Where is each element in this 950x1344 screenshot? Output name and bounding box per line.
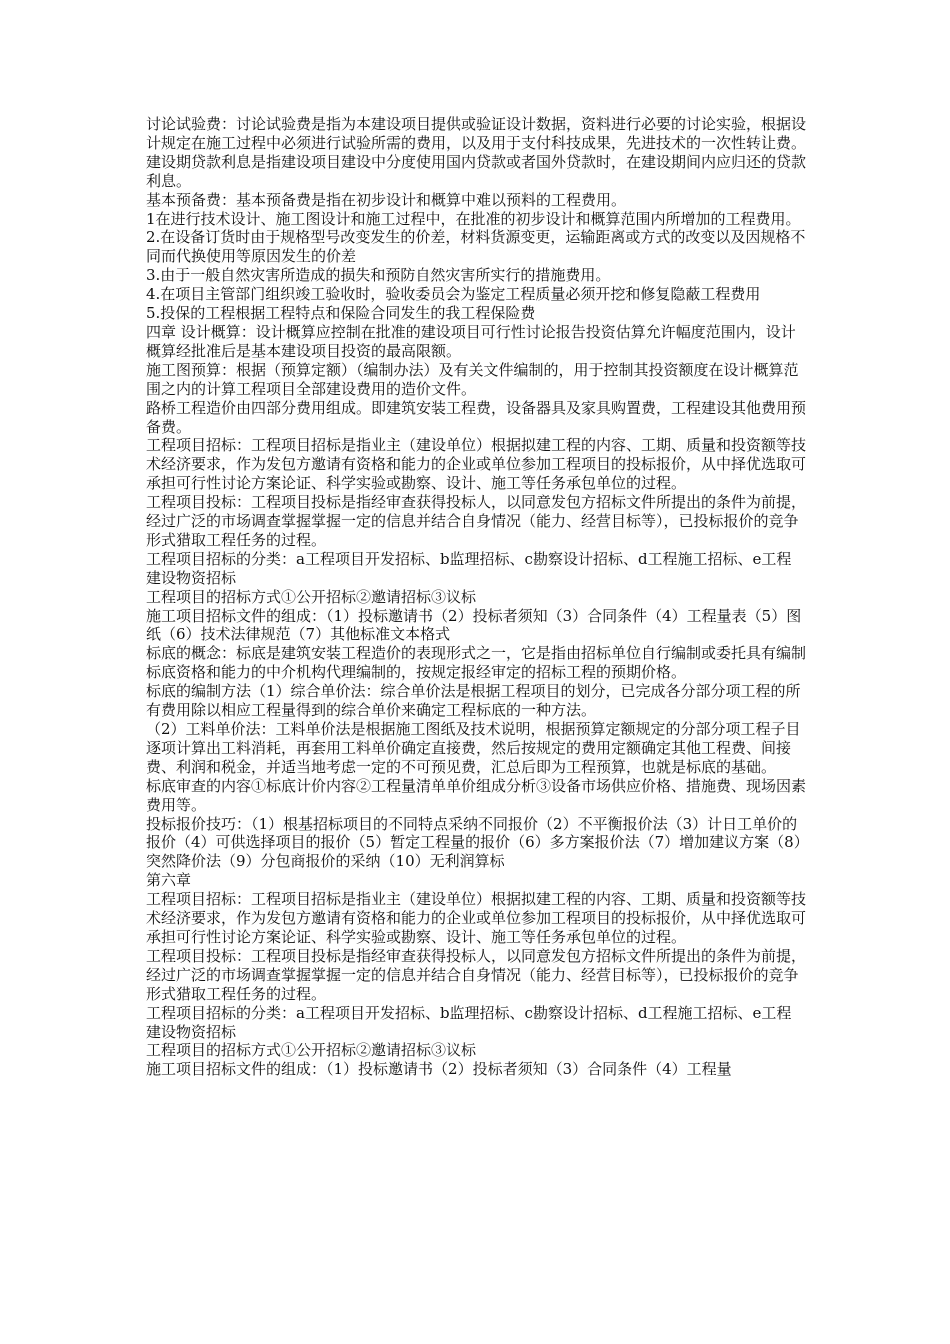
paragraph-bidding-categories-repeat: 工程项目招标的分类：a工程项目开发招标、b监理招标、c勘察设计招标、d工程施工招标、e工程建设物资招标	[146, 1003, 792, 1041]
paragraph-bidding-methods: 工程项目的招标方式①公开招标②邀请招标③议标	[146, 587, 477, 606]
paragraph-design-estimate: 四章 设计概算：设计概算应控制在批准的建设项目可行性讨论报告投资估算允许幅度范围内，设计概算经批准后是基本建设项目投资的最高限额。	[146, 322, 796, 360]
paragraph-project-tender-repeat: 工程项目投标：工程项目投标是指经审查获得投标人，以同意发包方招标文件所提出的条件为前提，经过广泛的市场调查掌握掌握一定的信息并结合自身情况（能力、经营目标等），已投标报价的竞争形式猎取工程任务的过程。	[146, 946, 807, 1003]
paragraph-project-bidding: 工程项目招标：工程项目招标是指业主（建设单位）根据拟建工程的内容、工期、质量和投资额等技术经济要求，作为发包方邀请有资格和能力的企业或单位参加工程项目的投标报价，从中择优选取可承担可行性讨论方案论证、科学实验或勘察、设计、施工等任务承包单位的过程。	[146, 436, 807, 493]
paragraph-base-price-concept: 标底的概念：标底是建筑安装工程造价的表现形式之一，它是指由招标单位自行编制或委托具有编制标底资格和能力的中介机构代理编制的，按规定报经审定的招标工程的预期价格。	[146, 644, 807, 682]
document-page	[146, 115, 806, 1079]
paragraph-bidding-categories: 工程项目招标的分类：a工程项目开发招标、b监理招标、c勘察设计招标、d工程施工招标、e工程建设物资招标	[146, 549, 792, 587]
paragraph-cost-composition: 路桥工程造价由四部分费用组成。即建筑安装工程费，设备器具及家具购置费，工程建设其他费用预备费。	[146, 398, 807, 436]
paragraph-quotation-techniques: 投标报价技巧：（1）根基招标项目的不同特点采纳不同报价（2）不平衡报价法（3）计日工单价的报价（4）可供选择项目的报价（5）暂定工程量的报价（6）多方案报价法（7）增加建议方案（8）突然降价法（9）分包商报价的采纳（10）无利润算标	[146, 814, 802, 871]
chapter-heading-six: 第六章	[146, 871, 192, 890]
paragraph-basic-reserve: 基本预备费：基本预备费是指在初步设计和概算中难以预料的工程费用。	[146, 190, 627, 209]
paragraph-project-bidding-repeat: 工程项目招标：工程项目招标是指业主（建设单位）根据拟建工程的内容、工期、质量和投资额等技术经济要求，作为发包方邀请有资格和能力的企业或单位参加工程项目的投标报价，从中择优选取可承担可行性讨论方案论证、科学实验或勘察、设计、施工等任务承包单位的过程。	[146, 890, 807, 946]
paragraph-bidding-documents-repeat: 施工项目招标文件的组成：（1）投标邀请书（2）投标者须知（3）合同条件（4）工程量	[146, 1060, 732, 1079]
list-item-reserve-4: 4.在项目主管部门组织竣工验收时，验收委员会为鉴定工程质量必须开挖和修复隐蔽工程费用	[146, 285, 761, 304]
paragraph-bidding-documents: 施工项目招标文件的组成：（1）投标邀请书（2）投标者须知（3）合同条件（4）工程量表（5）图纸（6）技术法律规范（7）其他标准文本格式	[146, 606, 802, 644]
paragraph-loan-interest: 建设期贷款利息是指建设项目建设中分度使用国内贷款或者国外贷款时，在建设期间内应归还的贷款利息。	[146, 152, 807, 190]
list-item-reserve-3: 3.由于一般自然灾害所造成的损失和预防自然灾害所实行的措施费用。	[146, 266, 611, 285]
list-item-reserve-2: 2.在设备订货时由于规格型号改变发生的价差，材料货源变更，运输距离或方式的改变以及因规格不同而代换使用等原因发生的价差	[146, 228, 806, 266]
paragraph-base-price-method-2: （2）工料单价法：工料单价法是根据施工图纸及技术说明，根据预算定额规定的分部分项工程子目逐项计算出工料消耗，再套用工料单价确定直接费，然后按规定的费用定额确定其他工程费、间接费、利润和税金，并适当地考虑一定的不可预见费，汇总后即为工程预算，也就是标底的基础。	[146, 720, 801, 776]
paragraph-base-price-method-1: 标底的编制方法（1）综合单价法：综合单价法是根据工程项目的划分，已完成各分部分项工程的所有费用除以相应工程量得到的综合单价来确定工程标底的一种方法。	[146, 682, 801, 720]
list-item-reserve-1: 1在进行技术设计、施工图设计和施工过程中，在批准的初步设计和概算范围内所增加的工程费用。	[146, 209, 801, 228]
paragraph-construction-budget: 施工图预算：根据（预算定额）（编制办法）及有关文件编制的，用于控制其投资额度在设计概算范围之内的计算工程项目全部建设费用的造价文件。	[146, 360, 799, 398]
list-item-reserve-5: 5.投保的工程根据工程特点和保险合同发生的我工程保险费	[146, 304, 536, 323]
paragraph-research-test-fee: 讨论试验费：讨论试验费是指为本建设项目提供或验证设计数据，资料进行必要的讨论实验，根据设计规定在施工过程中必须进行试验所需的费用，以及用于支付科技成果，先进技术的一次性转让费。	[146, 115, 807, 152]
paragraph-project-tender: 工程项目投标：工程项目投标是指经审查获得投标人，以同意发包方招标文件所提出的条件为前提，经过广泛的市场调查掌握掌握一定的信息并结合自身情况（能力、经营目标等），已投标报价的竞争形式猎取工程任务的过程。	[146, 493, 807, 549]
paragraph-bidding-methods-repeat: 工程项目的招标方式①公开招标②邀请招标③议标	[146, 1041, 477, 1060]
paragraph-base-price-review: 标底审查的内容①标底计价内容②工程量清单单价组成分析③设备市场供应价格、措施费、现场因素费用等。	[146, 776, 807, 814]
